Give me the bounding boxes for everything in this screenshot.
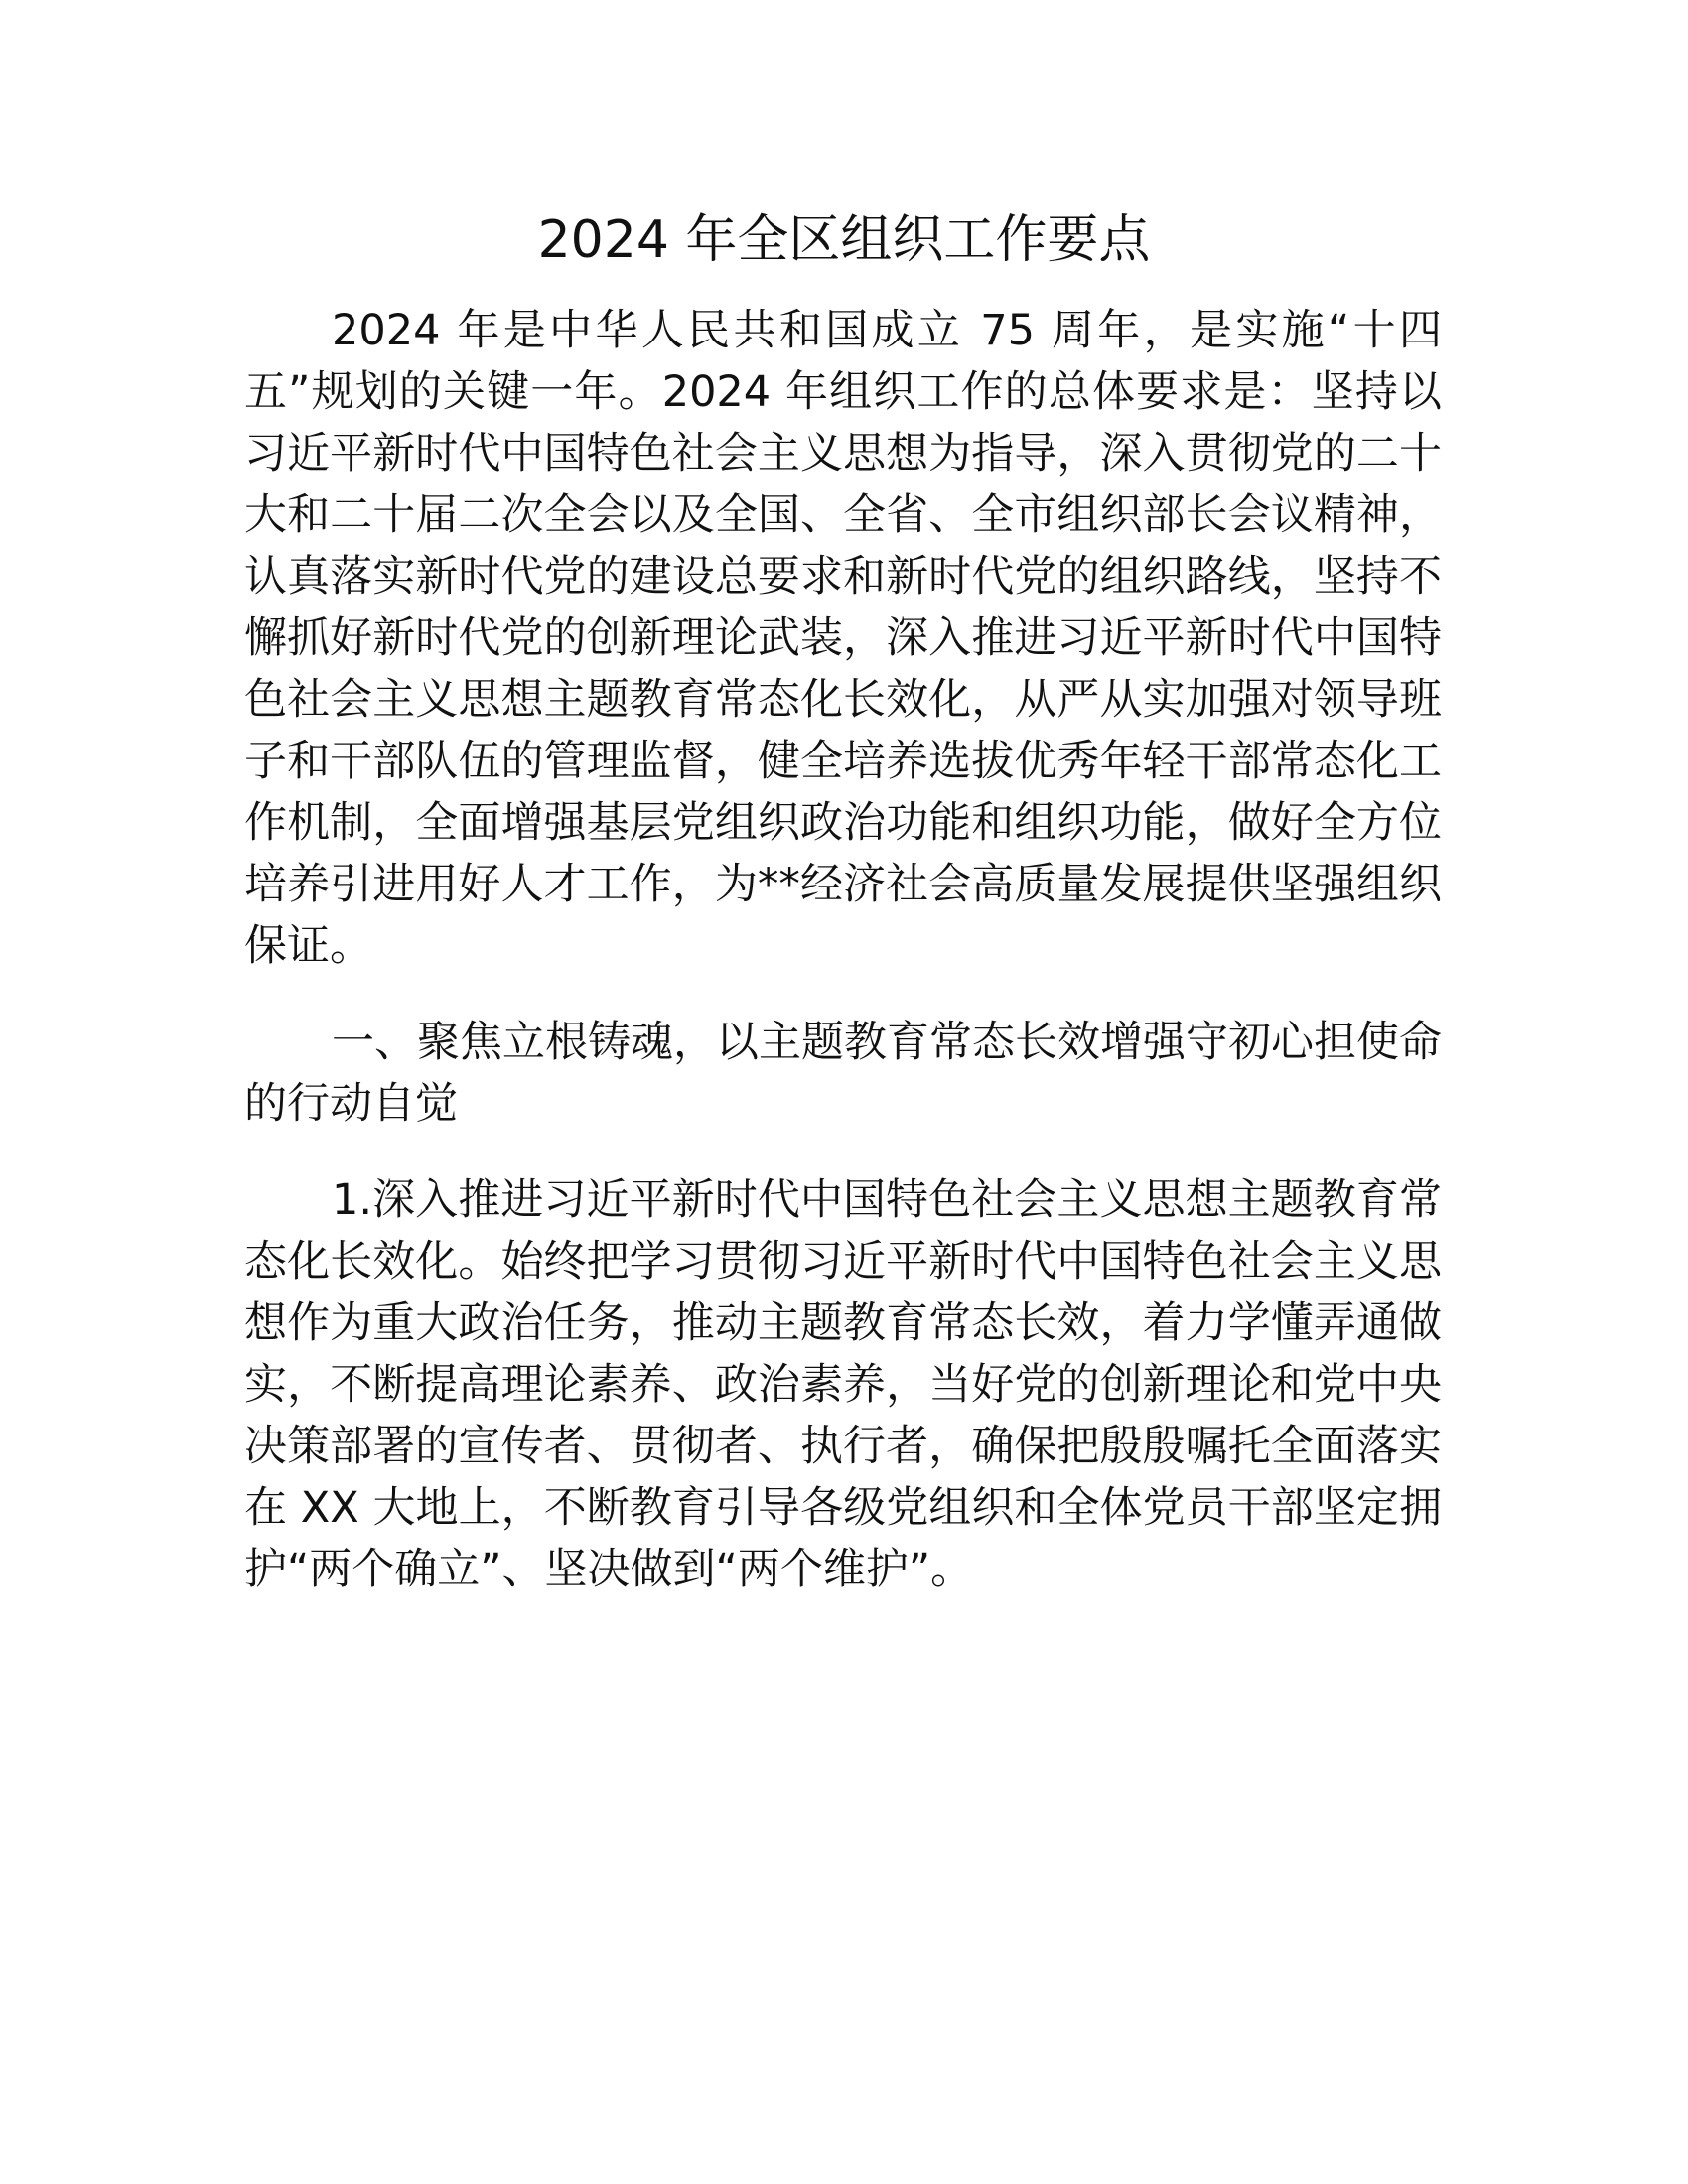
document-body bbox=[244, 300, 1442, 1600]
section-heading-1: 一、聚焦立根铸魂，以主题教育常态长效增强守初心担使命的行动自觉 bbox=[244, 1018, 1442, 1129]
paragraph-intro: 2024 年是中华人民共和国成立 75 周年，是实施“十四五”规划的关键一年。2024 年组织工作的总体要求是：坚持以习近平新时代中国特色社会主义思想为指导，深入贯彻党的二十大和二十届二次全会以及全国、全省、全市组织部长会议精神，认真落实新时代党的建设总要求和新时代党的组织路线，坚持不懈抓好新时代党的创新理论武装，深入推进习近平新时代中国特色社会主义思想主题教育常态化长效化，从严从实加强对领导班子和干部队伍的管理监督，健全培养选拔优秀年轻干部常态化工作机制，全面增强基层党组织政治功能和组织功能，做好全方位培养引进用好人才工作，为**经济社会高质量发展提供坚强组织保证。 bbox=[244, 306, 1442, 971]
document-title: 2024 年全区组织工作要点 bbox=[537, 210, 1151, 270]
paragraph-item-1: 1.深入推进习近平新时代中国特色社会主义思想主题教育常态化长效化。始终把学习贯彻习近平新时代中国特色社会主义思想作为重大政治任务，推动主题教育常态长效，着力学懂弄通做实，不断提高理论素养、政治素养，当好党的创新理论和党中央决策部署的宣传者、贯彻者、执行者，确保把殷殷嘱托全面落实在 XX 大地上，不断教育引导各级党组织和全体党员干部坚定拥护“两个确立”、坚决做到“两个维护”。 bbox=[244, 1175, 1442, 1594]
